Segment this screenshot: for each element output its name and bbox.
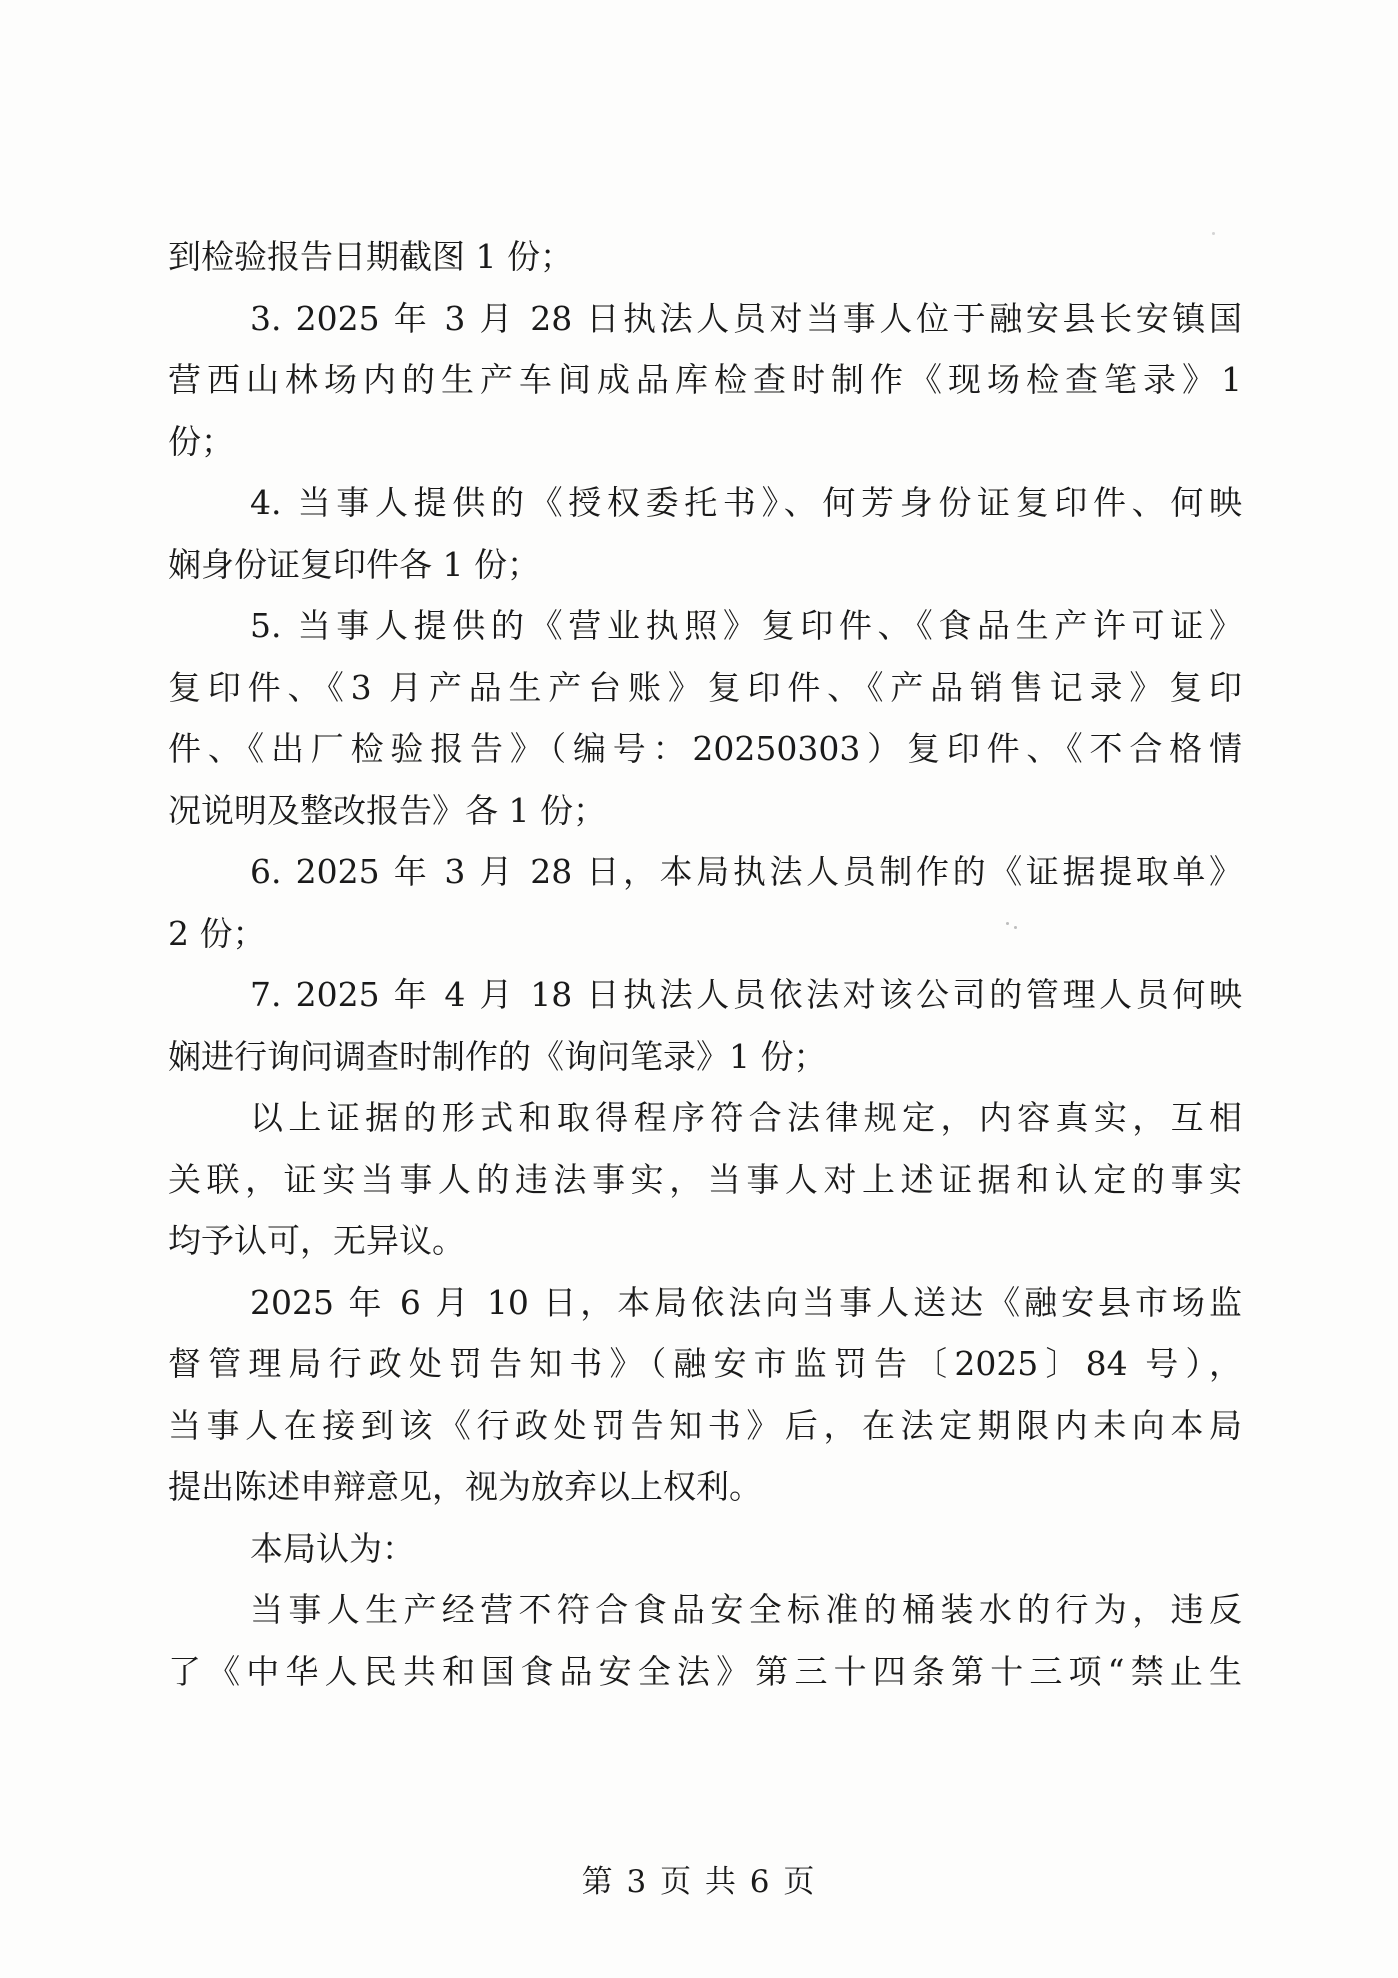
text-line-22: 本局认为： [250, 1528, 415, 1568]
text-line-6: 娴身份证复印件各 1 份； [168, 544, 540, 584]
text-line-16: 关联，证实当事人的违法事实，当事人对上述证据和认定的事实 [168, 1159, 1242, 1199]
text-line-15: 以上证据的形式和取得程序符合法律规定，内容真实，互相 [250, 1098, 1242, 1137]
scan-speck [1212, 232, 1215, 235]
footer-mid: 页 共 [660, 1864, 738, 1900]
footer-total-pages: 6 [749, 1864, 772, 1900]
text-line-8: 复印件、《3 月产品生产台账》复印件、《产品销售记录》复印 [168, 667, 1242, 707]
document-body [168, 226, 1242, 1702]
text-line-1: 到检验报告日期截图 1 份； [168, 237, 573, 276]
footer-page-number: 3 [626, 1864, 649, 1900]
text-line-23: 当事人生产经营不符合食品安全标准的桶装水的行为，违反 [250, 1590, 1242, 1629]
text-line-20: 当事人在接到该《行政处罚告知书》后，在法定期限内未向本局 [168, 1405, 1242, 1445]
text-line-5: 4. 当事人提供的《授权委托书》、何芳身份证复印件、何映 [250, 483, 1242, 522]
text-line-9: 件、《出厂检验报告》（编号：20250303）复印件、《不合格情 [168, 729, 1242, 768]
page-footer [0, 1856, 1398, 1901]
scan-speck [1014, 926, 1017, 929]
text-line-21: 提出陈述申辩意见，视为放弃以上权利。 [168, 1467, 762, 1506]
text-line-2: 3. 2025 年 3 月 28 日执法人员对当事人位于融安县长安镇国 [250, 298, 1242, 338]
text-line-10: 况说明及整改报告》各 1 份； [168, 790, 606, 830]
text-line-24: 了《中华人民共和国食品安全法》第三十四条第十三项“禁止生 [168, 1651, 1242, 1691]
text-line-11: 6. 2025 年 3 月 28 日，本局执法人员制作的《证据提取单》 [250, 852, 1242, 891]
text-line-12: 2 份； [168, 913, 266, 953]
text-line-14: 娴进行询问调查时制作的《询问笔录》1 份； [168, 1036, 827, 1076]
text-line-13: 7. 2025 年 4 月 18 日执法人员依法对该公司的管理人员何映 [250, 975, 1242, 1014]
text-line-18: 2025 年 6 月 10 日，本局依法向当事人送达《融安县市场监 [250, 1282, 1242, 1322]
text-line-17: 均予认可，无异议。 [168, 1221, 465, 1260]
footer-prefix: 第 [581, 1864, 615, 1900]
text-line-3: 营西山林场内的生产车间成品库检查时制作《现场检查笔录》1 [168, 360, 1242, 399]
text-line-19: 督管理局行政处罚告知书》（融安市监罚告〔2025〕84 号）， [168, 1344, 1242, 1383]
text-line-4: 份； [168, 421, 234, 461]
text-line-7: 5. 当事人提供的《营业执照》复印件、《食品生产许可证》 [250, 606, 1242, 645]
footer-suffix: 页 [783, 1864, 817, 1900]
scan-speck [1006, 922, 1009, 925]
